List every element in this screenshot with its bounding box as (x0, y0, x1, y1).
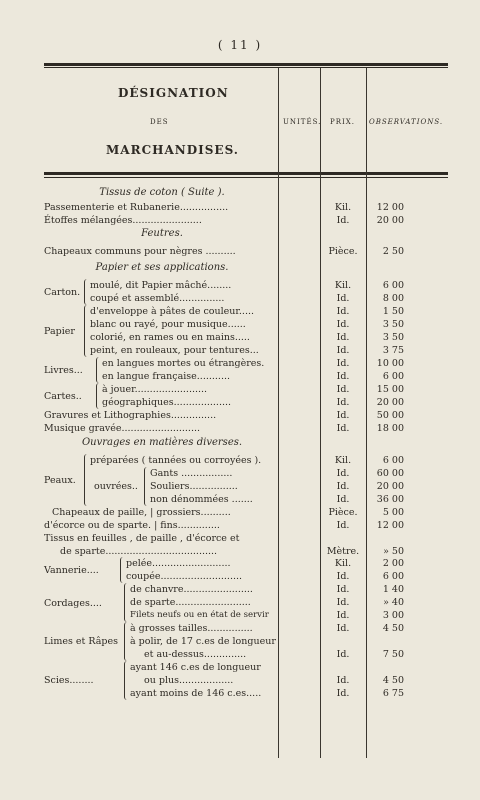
row-price: 4 50 (382, 675, 404, 686)
row-label: blanc ou rayé, pour musique...... (90, 319, 246, 330)
table-row (44, 344, 448, 357)
row-price: 60 00 (376, 468, 404, 479)
row-unit: Pièce. (328, 507, 358, 518)
table-row (44, 661, 448, 674)
section-tissus: Tissus de coton ( Suite ). (99, 187, 225, 198)
row-price: 6 75 (382, 688, 404, 699)
row-unit: Id. (336, 358, 350, 369)
group-limes: Limes et Râpes (44, 636, 118, 647)
table-row (44, 493, 448, 506)
row-price: 20 00 (376, 481, 404, 492)
row-price: 3 50 (382, 332, 404, 343)
row-unit: Id. (336, 481, 350, 492)
row-unit: Kil. (334, 202, 352, 213)
table-row (44, 506, 448, 519)
header-rule-top-thin (44, 67, 448, 68)
table-row (44, 245, 448, 258)
row-unit: Id. (336, 319, 350, 330)
row-price: » 40 (383, 597, 404, 608)
table-row (44, 396, 448, 409)
row-price: 18 00 (376, 423, 404, 434)
header-rule-bottom-thin (44, 177, 448, 178)
row-label: colorié, en rames ou en mains..... (90, 332, 250, 343)
group-vannerie: Vannerie.... (44, 565, 99, 576)
header-rule-bottom (44, 172, 448, 175)
group-ouvrees: ouvrées.. (94, 481, 138, 492)
row-unit: Id. (336, 423, 350, 434)
table-row (44, 409, 448, 422)
page-number: ( 11 ) (217, 38, 263, 52)
row-unit: Id. (336, 332, 350, 343)
row-price: 5 00 (382, 507, 404, 518)
row-label: Passementerie et Rubanerie................ (44, 202, 229, 213)
table-row (44, 292, 448, 305)
row-label: à grosses tailles............... (130, 623, 253, 634)
row-price: 12 00 (376, 202, 404, 213)
row-price: 1 40 (382, 584, 404, 595)
row-price: 8 00 (382, 293, 404, 304)
row-unit: Pièce. (328, 246, 358, 257)
table-row (44, 635, 448, 648)
group-cartes: Cartes.. (44, 391, 82, 402)
row-unit: Id. (336, 384, 350, 395)
row-price: 50 00 (376, 410, 404, 421)
row-label: Musique gravée.......................... (44, 423, 201, 434)
row-unit: Id. (336, 597, 350, 608)
row-label: non dénommées ....... (150, 494, 253, 505)
row-unit: Id. (336, 649, 350, 660)
header-prix: PRIX. (330, 118, 355, 126)
row-price: 3 75 (382, 345, 404, 356)
group-carton: Carton. (44, 287, 81, 298)
row-unit: Id. (336, 584, 350, 595)
table-row (44, 422, 448, 435)
row-price: 10 00 (376, 358, 404, 369)
table-row (44, 674, 448, 687)
row-label: Gravures et Lithographies............... (44, 410, 217, 421)
row-label: Gants ................. (150, 468, 233, 479)
table-row (44, 214, 448, 227)
table-row (44, 532, 448, 545)
row-label: d'écorce ou de sparte. | fins.............. (44, 520, 220, 531)
row-label: de sparte......................... (130, 597, 251, 608)
row-unit: Id. (336, 410, 350, 421)
table-row (44, 687, 448, 700)
row-price: 12 00 (376, 520, 404, 531)
row-unit: Id. (336, 675, 350, 686)
row-label: préparées ( tannées ou corroyées ). (90, 455, 262, 466)
row-unit: Id. (336, 345, 350, 356)
row-label: Souliers................ (150, 481, 238, 492)
row-price: 6 00 (382, 571, 404, 582)
row-price: 3 00 (382, 610, 404, 621)
table-row (44, 370, 448, 383)
row-label: ou plus.................. (144, 675, 234, 686)
row-unit: Id. (336, 571, 350, 582)
row-price: 2 00 (382, 558, 404, 569)
table-row (44, 279, 448, 292)
group-scies: Scies........ (44, 675, 94, 686)
row-unit: Kil. (334, 280, 352, 291)
row-unit: Id. (336, 397, 350, 408)
row-label: Étoffes mélangées....................... (44, 215, 202, 226)
row-label: à jouer........................ (102, 384, 208, 395)
table-row (44, 622, 448, 635)
table-row (44, 305, 448, 318)
group-cordages: Cordages.... (44, 598, 102, 609)
table-row (44, 383, 448, 396)
row-unit: Id. (336, 293, 350, 304)
table-row (44, 519, 448, 532)
row-unit: Id. (336, 306, 350, 317)
row-label: Filets neufs ou en état de servir (130, 610, 269, 620)
table-row (44, 583, 448, 596)
header-designation: DÉSIGNATION (118, 86, 229, 100)
row-price: 4 50 (382, 623, 404, 634)
row-unit: Id. (336, 610, 350, 621)
table-row (44, 557, 448, 570)
row-label: à polir, de 17 c.es de longueur (130, 636, 276, 647)
row-label: et au-dessus.............. (144, 649, 247, 660)
table-row (44, 648, 448, 661)
row-label: en langue française........... (102, 371, 230, 382)
row-label: Tissus en feuilles , de paille , d'écorce et (44, 533, 240, 544)
row-price: 20 00 (376, 215, 404, 226)
header-observations: OBSERVATIONS. (369, 118, 444, 126)
row-unit: Id. (336, 494, 350, 505)
row-price: 6 00 (382, 371, 404, 382)
row-unit: Id. (336, 215, 350, 226)
table-row (44, 596, 448, 609)
row-price: 2 50 (382, 246, 404, 257)
row-unit: Kil. (334, 558, 352, 569)
row-label: d'enveloppe à pâtes de couleur..... (90, 306, 255, 317)
row-unit: Id. (336, 520, 350, 531)
table-row (44, 467, 448, 480)
header-marchandises: MARCHANDISES. (106, 143, 239, 157)
row-label: en langues mortes ou étrangères. (102, 358, 265, 369)
table-row (44, 609, 448, 622)
group-livres: Livres... (44, 365, 83, 376)
table-row (44, 318, 448, 331)
row-label: ayant moins de 146 c.es..... (130, 688, 262, 699)
table-row (44, 357, 448, 370)
row-unit: Id. (336, 371, 350, 382)
section-ouvrages: Ouvrages en matières diverses. (81, 437, 243, 448)
row-label: Chapeaux de paille, | grossiers.......... (52, 507, 231, 518)
section-feutres: Feutres. (141, 228, 183, 239)
row-unit: Kil. (334, 455, 352, 466)
row-price: 36 00 (376, 494, 404, 505)
row-unit: Id. (336, 468, 350, 479)
row-label: de chanvre....................... (130, 584, 253, 595)
row-label: moulé, dit Papier mâché........ (90, 280, 232, 291)
row-label: pelée.......................... (126, 558, 231, 569)
group-papier: Papier (44, 326, 75, 337)
row-label: géographiques................... (102, 397, 232, 408)
row-price: 3 50 (382, 319, 404, 330)
row-label: de sparte..................................... (60, 546, 218, 557)
row-price: 15 00 (376, 384, 404, 395)
row-price: 7 50 (382, 649, 404, 660)
row-price: » 50 (383, 546, 404, 557)
row-price: 6 00 (382, 455, 404, 466)
row-label: coupé et assemblé............... (90, 293, 225, 304)
row-unit: Mètre. (326, 546, 360, 557)
row-label: peint, en rouleaux, pour tentures... (90, 345, 259, 356)
group-peaux: Peaux. (44, 475, 76, 486)
row-unit: Id. (336, 688, 350, 699)
table-row (44, 480, 448, 493)
row-price: 20 00 (376, 397, 404, 408)
row-unit: Id. (336, 623, 350, 634)
header-unites: UNITÉS. (283, 118, 322, 126)
table-row (44, 331, 448, 344)
row-label: coupée........................... (126, 571, 243, 582)
table-row (44, 201, 448, 214)
header-rule-top (44, 63, 448, 66)
row-label: ayant 146 c.es de longueur (130, 662, 261, 673)
table-row (44, 454, 448, 467)
header-des: DES (150, 118, 169, 126)
row-price: 6 00 (382, 280, 404, 291)
row-price: 1 50 (382, 306, 404, 317)
section-papier: Papier et ses applications. (95, 262, 229, 273)
table-row (44, 570, 448, 583)
row-label: Chapeaux communs pour nègres .......... (44, 246, 236, 257)
